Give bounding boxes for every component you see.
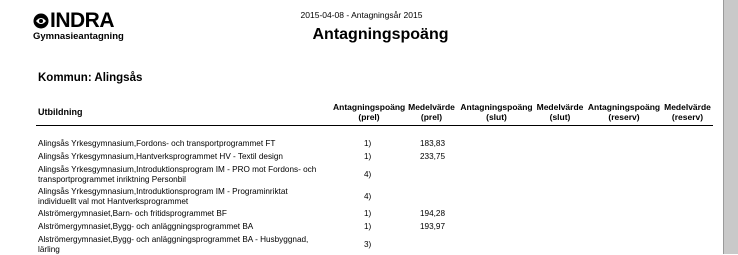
program-name: Alingsås Yrkesgymnasium,Introduktionsprogram IM - PRO mot Fordons- och transportprogrammet inriktning Personbil bbox=[38, 165, 317, 184]
program-name: Alingsås Yrkesgymnasium,Hantverksprogrammet HV - Textil design bbox=[38, 152, 283, 161]
column-header-line: Medelvärde bbox=[408, 102, 455, 112]
column-header-med-slut bbox=[534, 102, 586, 122]
column-header-line: (slut) bbox=[486, 112, 507, 122]
program-name: Alingsås Yrkesgymnasium,Fordons- och transportprogrammet FT bbox=[38, 139, 276, 148]
ant-prel-value: 4) bbox=[364, 192, 372, 201]
header-divider bbox=[36, 125, 713, 126]
column-header-line: Medelvärde bbox=[536, 102, 584, 112]
column-header-line: (reserv) bbox=[671, 112, 704, 122]
column-header-ant-slut bbox=[459, 102, 534, 122]
kommun-heading: Kommun: Alingsås bbox=[38, 72, 143, 84]
ant-prel-value: 3) bbox=[364, 240, 372, 249]
utbildning-header: Utbildning bbox=[38, 107, 83, 117]
logo-name: INDRA bbox=[50, 9, 114, 32]
program-name: Alströmergymnasiet,Bygg- och anläggningsprogrammet BA bbox=[38, 222, 254, 231]
program-name: Alingsås Yrkesgymnasium,Introduktionsprogram IM - Programinriktat individuellt val mot Hantverksprogrammet bbox=[38, 187, 288, 206]
column-header-line: Antagningspoäng bbox=[587, 102, 661, 112]
page-title: Antagningspoäng bbox=[312, 26, 449, 43]
ant-prel-value: 1) bbox=[364, 152, 372, 161]
ant-prel-value: 1) bbox=[364, 209, 372, 218]
column-header-line: Antagningspoäng bbox=[333, 102, 406, 112]
column-header-ant-reserv bbox=[586, 102, 662, 122]
ant-prel-value: 1) bbox=[364, 139, 372, 148]
column-header-line: (reserv) bbox=[608, 112, 640, 122]
logo-subtitle: Gymnasieantagning bbox=[33, 31, 124, 42]
column-header-line: Antagningspoäng bbox=[460, 102, 533, 112]
column-header-line: (prel) bbox=[420, 112, 443, 122]
ant-prel-value: 4) bbox=[364, 170, 372, 179]
med-prel-value: 193,97 bbox=[420, 222, 446, 231]
med-prel-value: 194,28 bbox=[420, 209, 446, 218]
med-prel-value: 183,83 bbox=[420, 139, 446, 148]
med-prel-value: 233,75 bbox=[420, 152, 446, 161]
program-name: Alströmergymnasiet,Barn- och fritidsprogrammet BF bbox=[38, 209, 227, 218]
viewer-scrollbar[interactable] bbox=[724, 0, 738, 254]
program-name: Alströmergymnasiet,Bygg- och anläggningsprogrammet BA - Husbyggnad, lärling bbox=[38, 235, 309, 254]
column-header-line: Medelvärde bbox=[664, 102, 711, 112]
date-line: 2015-04-08 - Antagningsår 2015 bbox=[300, 10, 423, 20]
ant-prel-value: 1) bbox=[364, 222, 372, 231]
column-header-line: (prel) bbox=[358, 112, 380, 122]
column-header-med-reserv bbox=[662, 102, 713, 122]
column-header-med-prel bbox=[405, 102, 458, 122]
column-header-ant-prel bbox=[333, 102, 405, 122]
column-header-line: (slut) bbox=[549, 112, 571, 122]
